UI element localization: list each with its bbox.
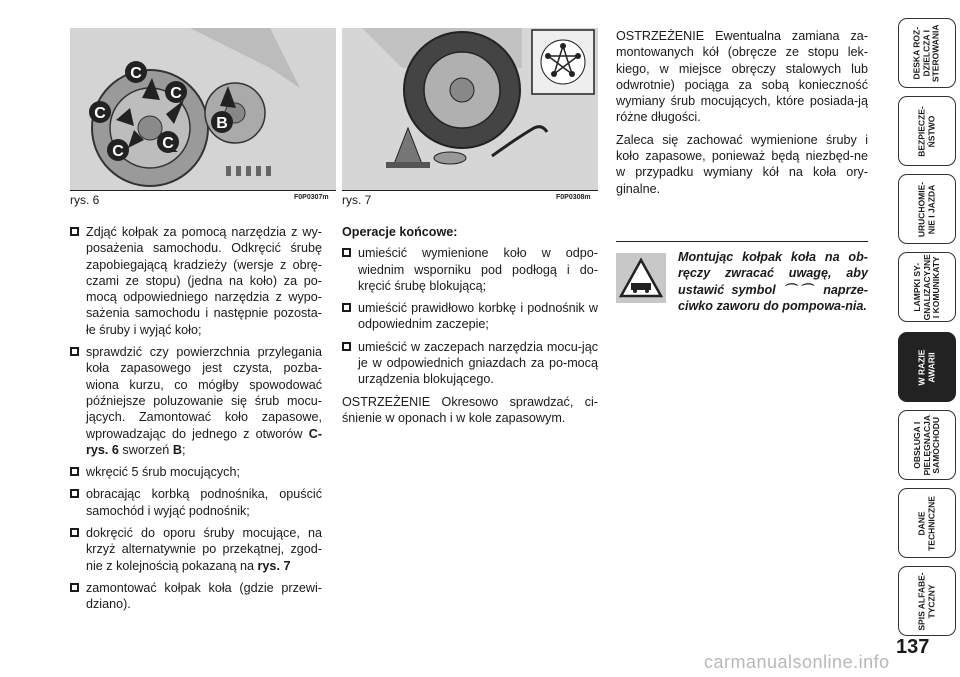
list-item: obracając korbką podnośnika, opuścić samochód i wyjąć podnośnik;	[70, 486, 322, 519]
checkbox-bullet-icon	[70, 347, 79, 356]
checkbox-bullet-icon	[70, 583, 79, 592]
tab-label: BEZPIECZE- ŃSTWO	[916, 105, 936, 157]
label-c: C	[162, 135, 174, 152]
label-b: B	[216, 115, 228, 132]
tab-label: LAMPKI SY- GNALIZACYJNE I KOMUNIKATY	[911, 253, 941, 321]
column-3	[616, 28, 868, 203]
tab-chapter[interactable]	[898, 252, 956, 322]
column-1	[70, 224, 322, 619]
jack-and-tools-illustration	[342, 28, 598, 190]
figure-caption: rys. 6	[70, 193, 100, 207]
tab-label: DANE TECHNICZNE	[916, 495, 936, 551]
note-rule	[616, 241, 868, 242]
figure-rule	[342, 190, 598, 191]
label-c: C	[130, 65, 142, 82]
checkbox-bullet-icon	[70, 489, 79, 498]
list-item: umieścić prawidłowo korbkę i podnośnik w odpowiednim zaczepie;	[342, 300, 598, 333]
checkbox-bullet-icon	[342, 342, 351, 351]
figure-rule	[70, 190, 336, 191]
tab-chapter[interactable]	[898, 566, 956, 636]
warning-paragraph: OSTRZEŻENIE Okresowo sprawdzać, ci-śnienie w oponach i w kole zapasowym.	[342, 394, 598, 425]
watermark: carmanualsonline.info	[704, 652, 890, 672]
column-2	[342, 224, 598, 432]
tab-label: DESKA ROZ- DZIELCZA I STEROWANIA	[911, 24, 941, 82]
label-c: C	[112, 143, 124, 160]
tab-label: OBSŁUGA I PIELĘGNACJA SAMOCHODU	[911, 414, 941, 476]
checkbox-bullet-icon	[70, 528, 79, 537]
list-item: Zdjąć kołpak za pomocą narzędzia z wy-posażenia samochodu. Odkręcić śrubę zapobiegającą kradzieży (wersje z obrę-czami ze stopu) (jedna na koło) za po-mocą odpowiedniego narzędzia z wypo-sażenia samochodu i następnie pozosta-łe śruby i wyjąć koło;	[70, 224, 322, 338]
warning-paragraph: OSTRZEŻENIE Ewentualna zamiana za-montowanych kół (obręcze ze stopu lek-kiego, w miejsce obręczy stalowych lub odwrotnie) pociąga za sobą konieczność wymiany śrub mocujących, które posiada-ją różne długości.	[616, 29, 868, 125]
list-item: umieścić w zaczepach narzędzia mocu-jąc je w odpowiednich gniazdach za po-mocą urządzenia blokującego.	[342, 339, 598, 388]
figure-rys-7	[342, 28, 598, 190]
figure-code: F0P0307m	[294, 194, 329, 201]
checkbox-bullet-icon	[342, 248, 351, 257]
tab-chapter[interactable]	[898, 96, 956, 166]
list-item: wkręcić 5 śrub mocujących;	[70, 464, 322, 480]
tab-chapter[interactable]	[898, 488, 956, 558]
figure-caption: rys. 7	[342, 193, 372, 207]
list-item: zamontować kołpak koła (gdzie przewi-dziano).	[70, 580, 322, 613]
tab-chapter[interactable]	[898, 410, 956, 480]
section-heading: Operacje końcowe:	[342, 225, 458, 239]
wheel-bolts-illustration	[70, 28, 336, 190]
tab-label: SPIS ALFABE- TYCZNY	[916, 571, 936, 631]
figure-rys-6	[70, 28, 336, 190]
page-number: 137	[896, 636, 930, 658]
checkbox-bullet-icon	[70, 467, 79, 476]
tab-chapter[interactable]	[898, 18, 956, 88]
list-item: sprawdzić czy powierzchnia przylegania koła zapasowego jest czysta, pozba-wiona kurzu, co mógłby spowodować późniejsze poluzowanie się śrub mocu-jących. Zamontować koło zapasowe, wprowadzając do jednego z otworów C-rys. 6 sworzeń B;	[70, 344, 322, 458]
tab-chapter[interactable]	[898, 174, 956, 244]
label-c: C	[170, 85, 182, 102]
tab-chapter[interactable]	[898, 332, 956, 402]
checkbox-bullet-icon	[342, 303, 351, 312]
checkbox-bullet-icon	[70, 227, 79, 236]
advice-paragraph: Zaleca się zachować wymienione śruby i koło zapasowe, ponieważ będą niezbęd-ne w przypadku wymiany kół na koła ory-ginalne.	[616, 132, 868, 196]
note-text: Montując kołpak koła na ob-ręczy zwracać uwagę, aby ustawić symbol ⌒⌒ naprze-ciwko zaworu do pompowa-nia.	[678, 250, 868, 313]
list-item: umieścić wymienione koło w odpo-wiednim wsporniku pod podłogą i do-kręcić śrubę blokującą;	[342, 245, 598, 294]
figure-code: F0P0308m	[556, 194, 591, 201]
tab-label: W RAZIE AWARII	[916, 349, 936, 385]
tab-label: URUCHOMIE- NIE I JAZDA	[916, 181, 936, 237]
list-item: dokręcić do oporu śruby mocujące, na krzyż alternatywnie po przekątnej, zgod-nie z kolejnością pokazaną na rys. 7	[70, 525, 322, 574]
label-c: C	[94, 105, 106, 122]
